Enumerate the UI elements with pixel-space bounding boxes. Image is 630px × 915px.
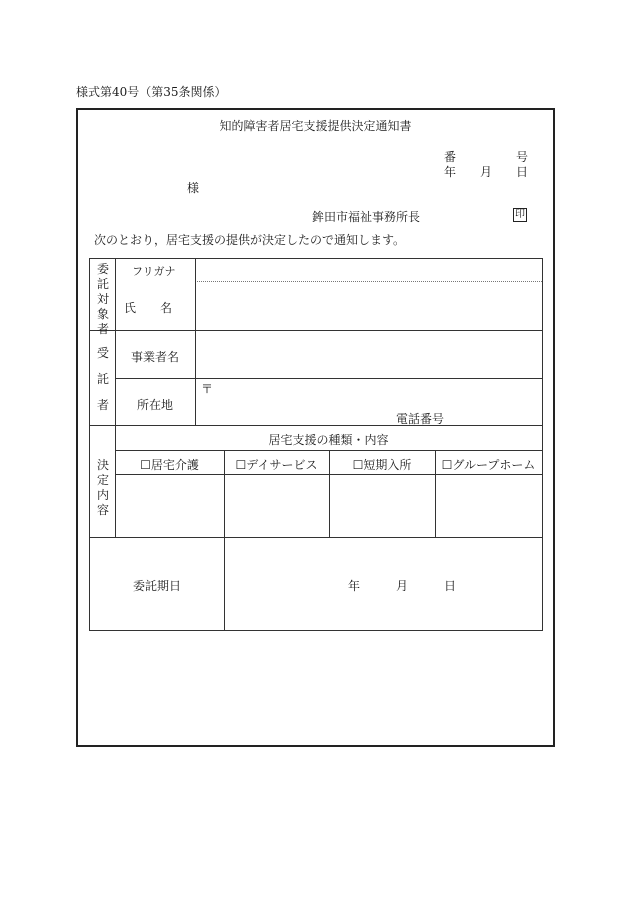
seal-mark: 印 <box>515 209 525 220</box>
column-divider <box>195 258 196 426</box>
notice-form <box>76 108 555 747</box>
table-border-right <box>542 258 543 631</box>
period-month: 月 <box>396 579 409 593</box>
service-option-home-care[interactable]: ☐居宅介護 <box>140 458 199 472</box>
notice-text: 次のとおり，居宅支援の提供が決定したので通知します。 <box>94 233 406 247</box>
decision-section-label: 決定内容 <box>96 458 109 517</box>
name-label: 氏 名 <box>124 301 173 315</box>
period-day: 日 <box>444 579 457 593</box>
phone-label: 電話番号 <box>396 412 445 426</box>
date-day: 日 <box>516 165 529 179</box>
period-label: 委託期日 <box>133 579 182 593</box>
row-divider <box>89 537 543 538</box>
table-border-bottom <box>89 630 543 631</box>
business-name-label: 事業者名 <box>131 350 180 364</box>
contractor-section-label: 受託者 <box>96 346 109 412</box>
date-month: 月 <box>480 165 493 179</box>
issuer-name: 鉾田市福祉事務所長 <box>312 210 421 224</box>
form-number: 様式第40号（第35条関係） <box>76 85 227 99</box>
address-label: 所在地 <box>137 398 174 412</box>
service-option-short-stay[interactable]: ☐短期入所 <box>352 458 412 472</box>
column-divider <box>115 258 116 537</box>
service-option-day-service[interactable]: ☐デイサービス <box>235 458 318 472</box>
postal-mark: 〒 <box>201 382 214 396</box>
furigana-label: フリガナ <box>132 265 176 278</box>
number-suffix: 号 <box>516 150 529 164</box>
document-title: 知的障害者居宅支援提供決定通知書 <box>219 119 412 133</box>
recipient-suffix: 様 <box>187 181 200 195</box>
date-year: 年 <box>444 165 457 179</box>
table-border-left <box>89 258 90 631</box>
furigana-divider <box>195 281 542 282</box>
support-type-header: 居宅支援の種類・内容 <box>268 433 389 447</box>
service-option-group-home[interactable]: ☐グループホーム <box>441 458 536 472</box>
row-divider <box>115 378 542 379</box>
column-divider <box>224 450 225 631</box>
period-year: 年 <box>348 579 361 593</box>
row-divider <box>89 330 543 331</box>
row-divider <box>89 425 543 426</box>
table-border-top <box>89 258 543 259</box>
target-section-label: 委託対象者 <box>96 262 109 336</box>
number-label: 番 <box>444 150 457 164</box>
